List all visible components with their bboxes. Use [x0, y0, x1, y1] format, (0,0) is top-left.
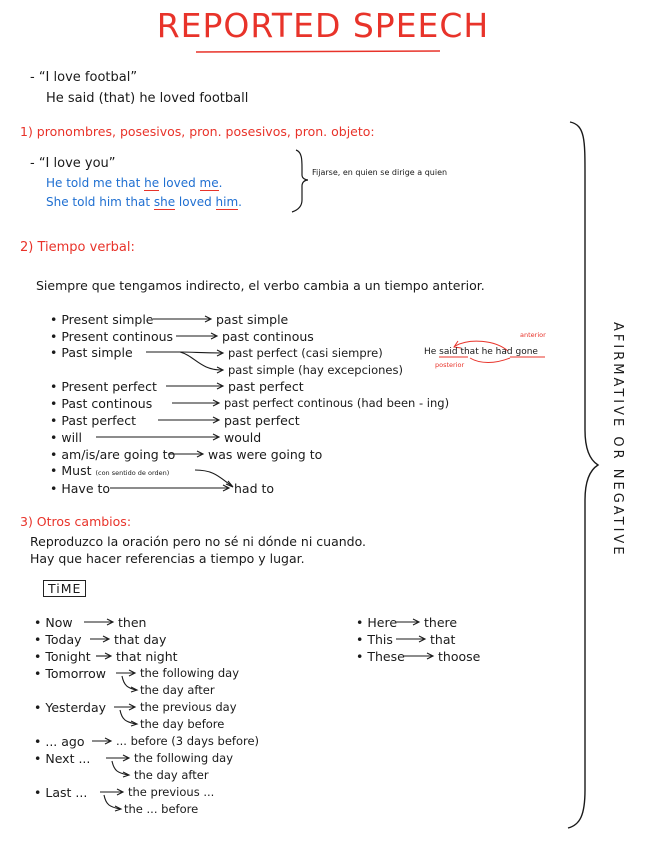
page-title: REPORTED SPEECH	[156, 6, 490, 45]
section3-line1: Reproduzco la oración pero no sé ni dónde ni cuando.	[30, 534, 366, 549]
tense-from: • Present continous	[50, 329, 174, 344]
section2-rule: Siempre que tengamos indirecto, el verbo cambia a un tiempo anterior.	[36, 278, 485, 293]
time-from-label: Last ...	[45, 785, 88, 800]
tense-from-label: Must	[61, 463, 92, 478]
time-from: • Yesterday	[34, 700, 107, 715]
tense-from-label: am/is/are going to	[61, 447, 176, 462]
time-to: the day after	[134, 768, 209, 782]
tense-to: was were going to	[208, 447, 323, 462]
tense-from-label: Past continous	[61, 396, 153, 411]
time-from-label: ... ago	[45, 734, 85, 749]
section1-note: Fijarse, en quien se dirige a quien	[312, 168, 448, 177]
time-from-label: Tonight	[45, 649, 91, 664]
time-to: the previous ...	[128, 785, 215, 799]
tense-to: past perfect continous (had been - ing)	[224, 396, 450, 410]
time-to: that day	[114, 632, 167, 647]
section1-example-1	[46, 176, 222, 190]
place-from-label: This	[367, 632, 393, 647]
place-from-label: Here	[367, 615, 398, 630]
time-from-label: Yesterday	[45, 700, 107, 715]
tense-from: • Present perfect	[50, 379, 157, 394]
tense-from: • Past continous	[50, 396, 153, 411]
ex1-object: me	[199, 176, 219, 190]
tense-from-label: Present perfect	[61, 379, 157, 394]
time-to: the day before	[140, 717, 225, 731]
section1-example-2	[46, 195, 242, 209]
time-to: the previous day	[140, 700, 237, 714]
ex1-part: He told me that	[46, 176, 145, 190]
tense-to: past simple	[216, 312, 289, 327]
ex2-object: him	[215, 195, 239, 209]
title-underline	[196, 51, 440, 52]
place-to: that	[430, 632, 456, 647]
time-to: the following day	[140, 666, 240, 680]
tense-to: past perfect (casi siempre)	[228, 346, 383, 360]
tense-from-label: Have to	[61, 481, 111, 496]
tense-from: • Past perfect	[50, 413, 137, 428]
place-to: there	[424, 615, 458, 630]
time-to: the following day	[134, 751, 234, 765]
intro-reported: He said (that) he loved football	[46, 91, 249, 106]
tense-from: • Have to	[50, 481, 111, 496]
side-posterior: posterior	[435, 361, 465, 369]
section3-line2: Hay que hacer referencias a tiempo y lugar.	[30, 551, 305, 566]
ex2-part: She told him that	[46, 195, 154, 209]
time-from: • Last ...	[34, 785, 88, 800]
ex1-part: .	[218, 176, 223, 190]
tense-from: • Present simple	[50, 312, 154, 327]
must-note: (con sentido de orden)	[95, 469, 170, 477]
time-from: • Tonight	[34, 649, 91, 664]
ex1-part: loved	[159, 176, 200, 190]
time-from-label: Now	[45, 615, 73, 630]
tense-to: past simple (hay excepciones)	[228, 363, 403, 377]
time-arrows	[84, 619, 433, 811]
ex2-subject: she	[153, 195, 176, 209]
time-to: the ... before	[124, 802, 199, 816]
tense-to: would	[224, 430, 262, 445]
place-from: • These	[356, 649, 405, 664]
tense-from-label: Past simple	[61, 345, 133, 360]
ex2-part: .	[238, 195, 242, 209]
tense-from: • will	[50, 430, 83, 445]
place-from-label: These	[367, 649, 405, 664]
section1-heading: 1) pronombres, posesivos, pron. posesivos, pron. objeto:	[20, 124, 375, 139]
intro-quote: - “I love footbal”	[30, 70, 138, 85]
time-from: • Next ...	[34, 751, 91, 766]
place-from: • Here	[356, 615, 398, 630]
tense-to: had to	[234, 481, 275, 496]
time-to: ... before (3 days before)	[116, 734, 260, 748]
tense-to: past perfect	[228, 379, 304, 394]
tense-from-label: Present simple	[61, 312, 154, 327]
tense-to: past continous	[222, 329, 314, 344]
ex1-subject: he	[144, 176, 160, 190]
section1-brace	[292, 150, 308, 212]
place-to: thoose	[438, 649, 481, 664]
section1-quote: - “I love you”	[30, 156, 116, 171]
time-to: the day after	[140, 683, 215, 697]
tense-from: • Must (con sentido de orden)	[50, 463, 170, 478]
time-label: TiME	[43, 580, 86, 597]
tense-from: • Past simple	[50, 345, 133, 360]
time-from-label: Next ...	[45, 751, 91, 766]
tense-to: past perfect	[224, 413, 300, 428]
place-from: • This	[356, 632, 393, 647]
time-to: then	[118, 615, 147, 630]
time-from-label: Tomorrow	[45, 666, 106, 681]
time-from: • Today	[34, 632, 82, 647]
time-from: • Tomorrow	[34, 666, 106, 681]
time-from-label: Today	[45, 632, 82, 647]
section2-heading: 2) Tiempo verbal:	[20, 240, 135, 255]
ex2-part: loved	[175, 195, 216, 209]
time-to: that night	[116, 649, 178, 664]
tense-from: • am/is/are going to	[50, 447, 176, 462]
tense-from-label: Present continous	[61, 329, 174, 344]
tense-from-label: Past perfect	[61, 413, 137, 428]
tense-from-label: will	[61, 430, 83, 445]
section3-heading: 3) Otros cambios:	[20, 514, 132, 529]
time-from: • ... ago	[34, 734, 85, 749]
side-label: AFIRMATIVE OR NEGATIVE	[610, 322, 625, 558]
side-example: He said that he had gone	[424, 347, 538, 357]
side-anterior: anterior	[520, 331, 546, 339]
time-from: • Now	[34, 615, 73, 630]
